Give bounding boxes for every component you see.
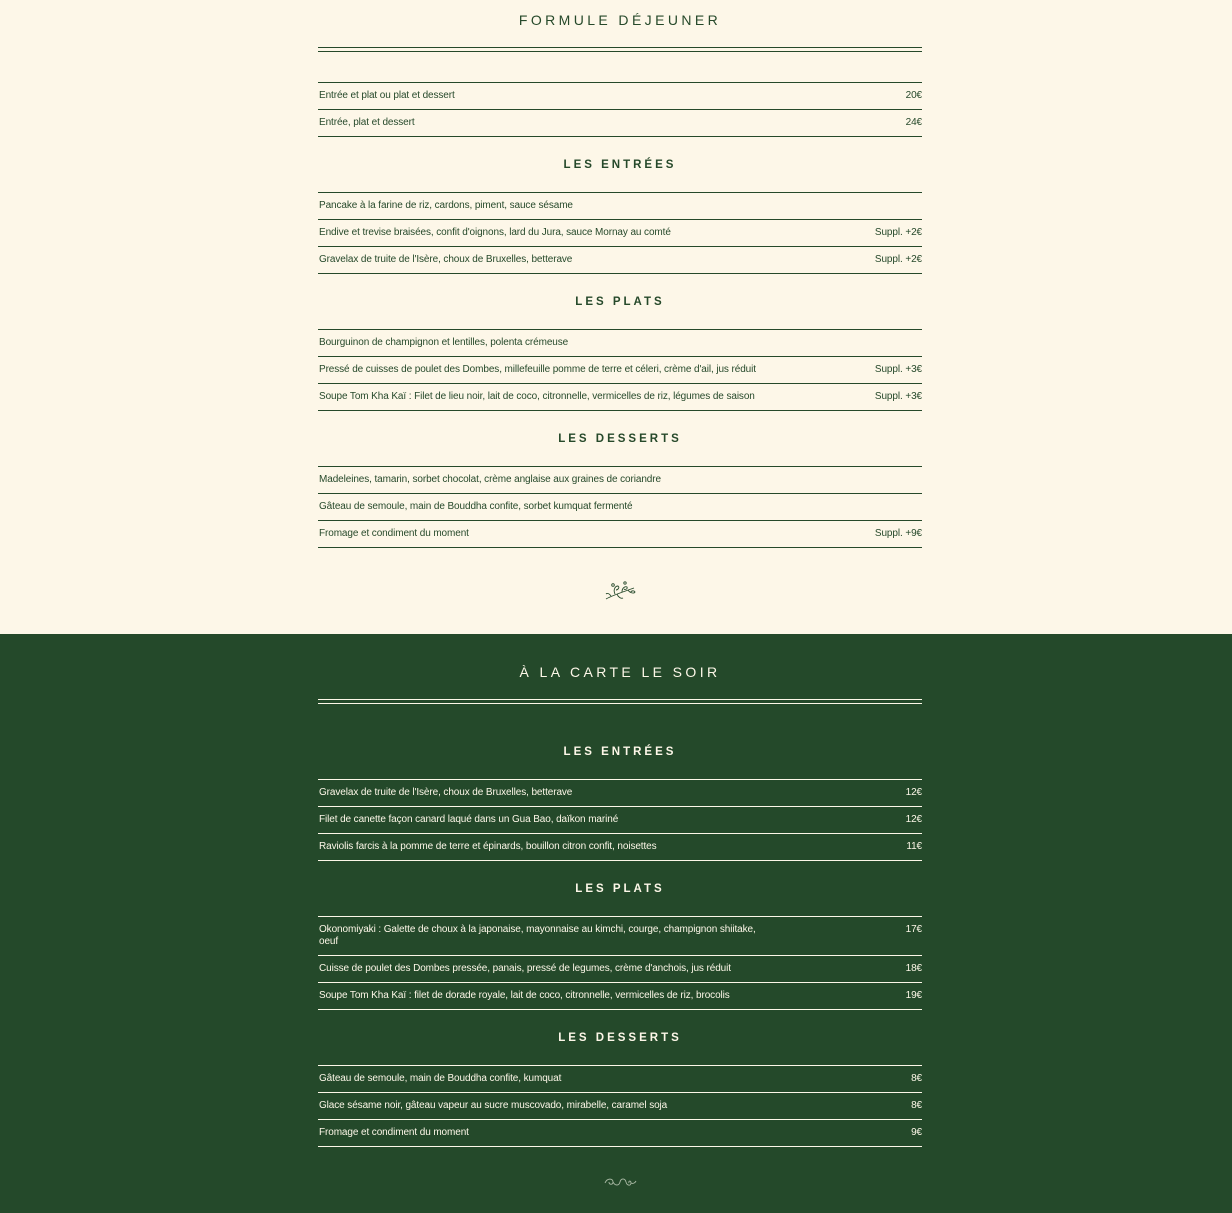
list-item: Gravelax de truite de l'Isère, choux de Bruxelles, betterave 12€	[318, 780, 922, 807]
double-divider	[318, 699, 922, 704]
lunch-formula-list	[318, 82, 922, 137]
lunch-entrees-list	[318, 192, 922, 274]
double-divider	[318, 47, 922, 52]
lunch-plats-list	[318, 329, 922, 411]
list-item: Pancake à la farine de riz, cardons, piment, sauce sésame	[318, 193, 922, 220]
list-item: Glace sésame noir, gâteau vapeur au sucre muscovado, mirabelle, caramel soja 8€	[318, 1093, 922, 1120]
lunch-desserts-title: LES DESSERTS	[558, 433, 682, 445]
list-item: Gâteau de semoule, main de Bouddha confite, kumquat 8€	[318, 1066, 922, 1093]
dinner-menu-section	[0, 634, 1232, 1213]
lunch-entrees-title: LES ENTRÉES	[563, 159, 677, 171]
dinner-title: À LA CARTE LE SOIR	[519, 664, 721, 680]
dinner-desserts-list	[318, 1065, 922, 1147]
list-item: Madeleines, tamarin, sorbet chocolat, crème anglaise aux graines de coriandre	[318, 467, 922, 494]
dinner-entrees-title: LES ENTRÉES	[563, 746, 677, 758]
list-item: Okonomiyaki : Galette de choux à la japonaise, mayonnaise au kimchi, courge, champignon shiitake, oeuf 17€	[318, 917, 922, 956]
list-item: Pressé de cuisses de poulet des Dombes, millefeuille pomme de terre et céleri, crème d'ail, jus réduit Suppl. +3€	[318, 357, 922, 384]
lunch-desserts-list	[318, 466, 922, 548]
list-item: Filet de canette façon canard laqué dans un Gua Bao, daïkon mariné 12€	[318, 807, 922, 834]
list-item: Gâteau de semoule, main de Bouddha confite, sorbet kumquat fermenté	[318, 494, 922, 521]
list-item: Gravelax de truite de l'Isère, choux de Bruxelles, betterave Suppl. +2€	[318, 247, 922, 274]
dinner-plats-list	[318, 916, 922, 1010]
list-item: Bourguinon de champignon et lentilles, polenta crémeuse	[318, 330, 922, 357]
list-item: Endive et trevise braisées, confit d'oignons, lard du Jura, sauce Mornay au comté Suppl. +2€	[318, 220, 922, 247]
list-item: Entrée, plat et dessert 24€	[318, 110, 922, 137]
list-item: Soupe Tom Kha Kaï : Filet de lieu noir, lait de coco, citronnelle, vermicelles de riz, légumes de saison Suppl. +3€	[318, 384, 922, 411]
list-item: Entrée et plat ou plat et dessert 20€	[318, 83, 922, 110]
list-item: Fromage et condiment du moment 9€	[318, 1120, 922, 1147]
dinner-entrees-list	[318, 779, 922, 861]
swirl-ornament-icon	[603, 1175, 637, 1189]
dinner-desserts-title: LES DESSERTS	[558, 1032, 682, 1044]
dinner-plats-title: LES PLATS	[575, 883, 665, 895]
list-item: Cuisse de poulet des Dombes pressée, panais, pressé de legumes, crème d'anchois, jus réduit 18€	[318, 956, 922, 983]
list-item: Raviolis farcis à la pomme de terre et épinards, bouillon citron confit, noisettes 11€	[318, 834, 922, 861]
floral-ornament-icon	[603, 578, 637, 602]
lunch-title: FORMULE DÉJEUNER	[518, 12, 722, 28]
list-item: Soupe Tom Kha Kaï : filet de dorade royale, lait de coco, citronnelle, vermicelles de riz, brocolis 19€	[318, 983, 922, 1010]
lunch-plats-title: LES PLATS	[575, 296, 665, 308]
list-item: Fromage et condiment du moment Suppl. +9€	[318, 521, 922, 548]
